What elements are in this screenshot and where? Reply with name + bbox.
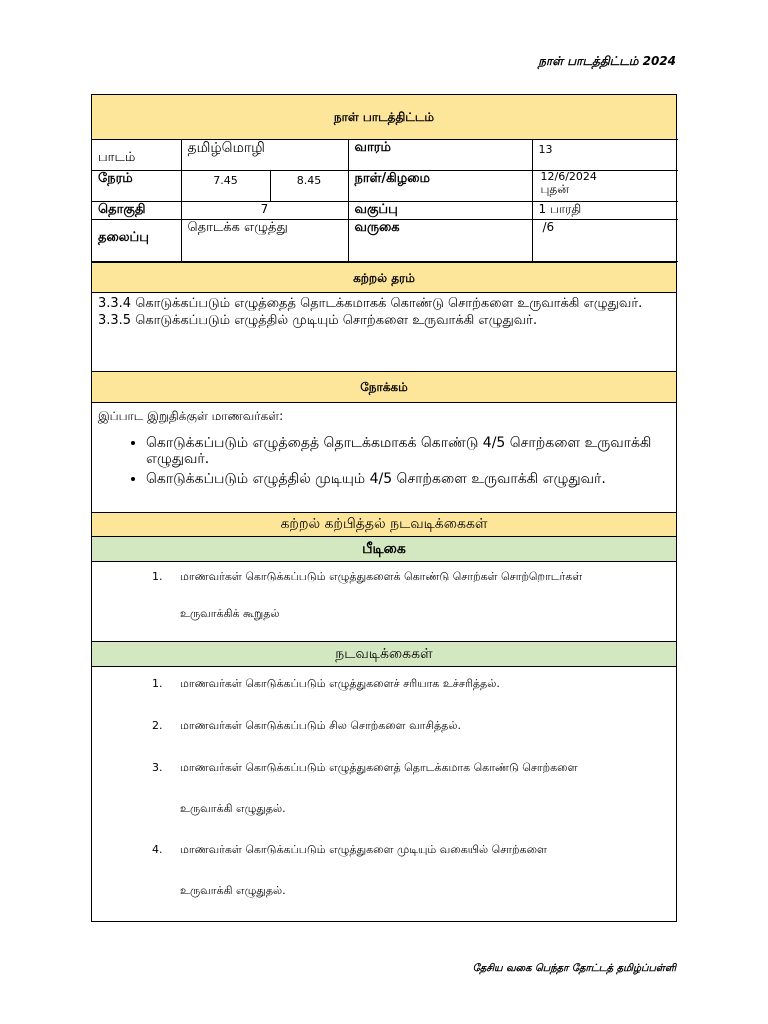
topic-label: தலைப்பு: [98, 230, 149, 245]
subject-label-cell: [92, 140, 181, 171]
step-item: [166, 677, 676, 692]
standard-title: கற்றல் தரம்: [353, 271, 415, 285]
step-line-1: 1. மாணவர்கள் கொடுக்கப்படும் எழுத்துகளைச் சரியாக உச்சரித்தல்.: [180, 677, 500, 690]
objective-list: [98, 435, 670, 487]
induction-list: [92, 570, 676, 622]
time-label-cell: [92, 171, 181, 202]
induction-title: பீடிகை: [362, 541, 406, 557]
standard-box: [92, 292, 676, 371]
topic-value: தொடக்க எழுத்து: [187, 220, 288, 235]
time-start-cell: [181, 171, 270, 202]
class-label-cell: [348, 202, 532, 220]
date-day-cell: [532, 171, 678, 202]
topic-label-cell: [92, 220, 181, 262]
activities-band: [92, 512, 676, 536]
attendance-value: /6: [542, 220, 555, 234]
induction-box: [92, 561, 676, 641]
step-line-2: உருவாக்கி எழுதுதல்.: [180, 802, 286, 815]
date-value: 12/6/2024: [540, 170, 597, 183]
standard-line-1: 3.3.4 கொடுக்கப்படும் எழுத்தைத் தொடக்கமாகக் கொண்டு சொற்களை உருவாக்கி எழுதுவர்.: [98, 296, 643, 311]
step-line-1: 2. மாணவர்கள் கொடுக்கப்படும் சில சொற்களை வாசித்தல்.: [180, 719, 461, 732]
objective-intro: இப்பாட இறுதிக்குள் மாணவர்கள்:: [98, 409, 284, 423]
attendance-label: வருகை: [354, 220, 400, 235]
objective-box: [92, 402, 676, 512]
induction-band: [92, 536, 676, 561]
lesson-plan-frame: [91, 94, 677, 922]
activities-title: கற்றல் கற்பித்தல் நடவடிக்கைகள்: [280, 516, 488, 532]
step-item: [166, 761, 676, 817]
induction-item: [166, 570, 676, 622]
day-label: நாள்/கிழமை: [354, 171, 430, 186]
objective-title: நோக்கம்: [360, 380, 408, 394]
day-value: புதன்: [540, 182, 569, 196]
objective-item: • கொடுக்கப்படும் எழுத்தைத் தொடக்கமாகக் கொண்டு 4/5 சொற்களை உருவாக்கி எழுதுவர்.: [146, 435, 670, 467]
class-label: வகுப்பு: [354, 202, 398, 217]
steps-band: [92, 641, 676, 666]
unit-label: தொகுதி: [98, 202, 146, 217]
topic-value-cell: [181, 220, 348, 262]
induction-item-line-2: உருவாக்கிக் கூறுதல்: [180, 607, 280, 620]
unit-label-cell: [92, 202, 181, 220]
subject-label: பாடம்: [98, 150, 136, 165]
unit-value: 7: [260, 202, 269, 216]
week-value-cell: [532, 140, 678, 171]
time-start: 7.45: [213, 174, 238, 187]
info-table: [92, 139, 678, 262]
unit-value-cell: [181, 202, 348, 220]
class-value-cell: [532, 202, 678, 220]
step-line-1: 3. மாணவர்கள் கொடுக்கப்படும் எழுத்துகளைத் தொடக்கமாக கொண்டு சொற்களை: [180, 761, 578, 774]
step-line-2: உருவாக்கி எழுதுதல்.: [180, 884, 286, 897]
steps-box: [92, 666, 676, 921]
class-value: 1 பாரதி: [538, 202, 582, 216]
step-item: [166, 719, 676, 734]
attendance-value-cell: [532, 220, 678, 262]
steps-list: [92, 677, 676, 899]
week-label: வாரம்: [354, 140, 391, 155]
subject-value-cell: [181, 140, 348, 171]
time-end-cell: [270, 171, 348, 202]
time-end: 8.45: [296, 174, 322, 187]
day-label-cell: [348, 171, 532, 202]
school-footer: தேசிய வகை பெந்தா தோட்டத் தமிழ்ப்பள்ளி: [472, 963, 676, 974]
subject-value: தமிழ்மொழி: [187, 140, 265, 156]
objective-band: [92, 371, 676, 402]
week-value: 13: [538, 143, 553, 156]
induction-item-line-1: 1. மாணவர்கள் கொடுக்கப்படும் எழுத்துகளைக் கொண்டு சொற்கள் சொற்றொடர்கள்: [180, 570, 583, 583]
lesson-plan-title-band: [92, 95, 676, 139]
steps-title: நடவடிக்கைகள்: [335, 646, 433, 662]
attendance-label-cell: [348, 220, 532, 262]
objective-item: • கொடுக்கப்படும் எழுத்தில் முடியும் 4/5 சொற்களை உருவாக்கி எழுதுவர்.: [146, 471, 670, 487]
week-label-cell: [348, 140, 532, 171]
lesson-plan-title: நாள் பாடத்திட்டம்: [333, 110, 435, 124]
standard-band: [92, 262, 676, 292]
standard-line-2: 3.3.5 கொடுக்கப்படும் எழுத்தில் முடியும் சொற்களை உருவாக்கி எழுதுவர்.: [98, 313, 538, 328]
step-item: [166, 843, 676, 899]
time-label: நேரம்: [98, 171, 133, 186]
step-line-1: 4. மாணவர்கள் கொடுக்கப்படும் எழுத்துகளை முடியும் வகையில் சொற்களை: [180, 843, 547, 856]
document-header-title: நாள் பாடத்திட்டம் 2024: [538, 54, 676, 68]
